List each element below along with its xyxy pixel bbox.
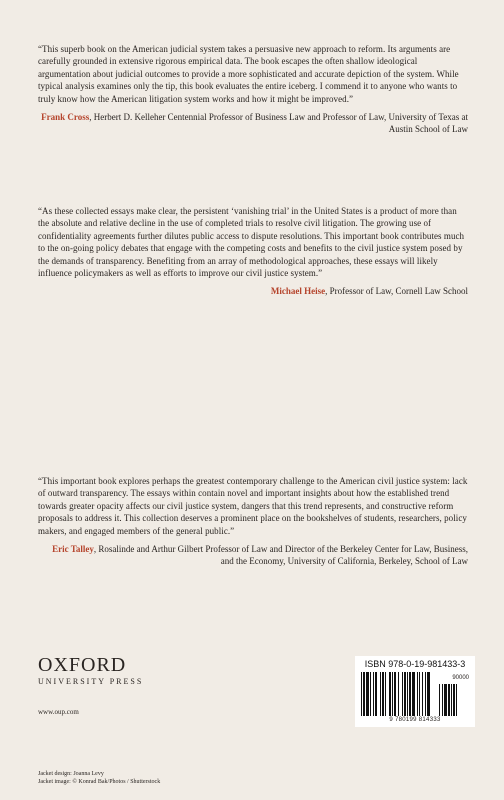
- barcode-digits: 9 780199 814333: [389, 717, 441, 723]
- university-press-label: UNIVERSITY PRESS: [38, 677, 144, 686]
- jacket-design-credit: Jacket design: Joanna Levy: [38, 771, 104, 777]
- endorsement-attribution: [38, 543, 468, 568]
- endorser-title: , Rosalinde and Arthur Gilbert Professor of Law and Director of the Berkeley Center for Law, Business, and the Economy, University of California, Berkeley, School of Law: [93, 544, 468, 567]
- publisher-url[interactable]: www.oup.com: [38, 708, 79, 716]
- isbn-barcode-box: [355, 656, 475, 727]
- endorsement-eric-talley: [38, 475, 468, 568]
- price-code: 90000: [452, 675, 469, 681]
- endorsement-attribution: [38, 285, 468, 297]
- endorser-name: Frank Cross: [41, 112, 90, 123]
- barcode-icon: [359, 672, 463, 716]
- endorsement-frank-cross: [38, 43, 468, 136]
- endorsement-attribution: [38, 111, 468, 136]
- barcode-area: [359, 672, 471, 716]
- jacket-image-credit: Jacket image: © Konrad Bak/Photos / Shutterstock: [38, 779, 161, 785]
- oxford-logo: OXFORD: [38, 654, 127, 676]
- publisher-block: [38, 655, 143, 716]
- endorsement-text: “This superb book on the American judicial system takes a persuasive new approach to reform. Its arguments are carefully grounded in extensive rigorous empirical data. The book escapes the often shallow ideological argumentation about judicial outcomes to provide a more sophisticated and accurate depiction of the system. While typical analysis examines only the tip, this book evaluates the entire iceberg. I commend it to anyone who wants to truly know how the American litigation system works and how it might be improved.”: [38, 44, 459, 104]
- endorser-name: Eric Talley: [52, 544, 94, 555]
- endorser-name: Michael Heise: [270, 286, 326, 297]
- endorser-title: , Herbert D. Kelleher Centennial Professor of Business Law and Professor of Law, University of Texas at Austin School of Law: [89, 112, 468, 135]
- endorsement-text: “As these collected essays make clear, the persistent ‘vanishing trial’ in the United States is a product of more than the absolute and relative decline in the use of completed trials to resolve civil litigation. The growing use of confidentiality agreements further dilutes public access to dispute resolutions. This important book contributes much to the on-going policy debates that engage with the competing costs and benefits to the civil justice system posed by the demands of transparency. Benefiting from an array of methodological approaches, these essays will likely influence policymakers as well as efforts to improve our civil justice system.”: [38, 206, 465, 279]
- jacket-credits: [38, 770, 160, 786]
- endorsement-michael-heise: [38, 205, 468, 298]
- endorsement-text: “This important book explores perhaps the greatest contemporary challenge to the American civil justice system: lack of outward transparency. The essays within contain novel and important insights about how the established trend towards greater opacity affects our civil justice system, dangers that this trend represents, and constructive reform proposals to address it. This collection deserves a prominent place on the bookshelves of students, researchers, policy makers, and engaged members of the general public.”: [38, 476, 468, 536]
- isbn-label: ISBN 978-0-19-981433-3: [364, 659, 466, 669]
- endorser-title: , Professor of Law, Cornell Law School: [325, 286, 468, 297]
